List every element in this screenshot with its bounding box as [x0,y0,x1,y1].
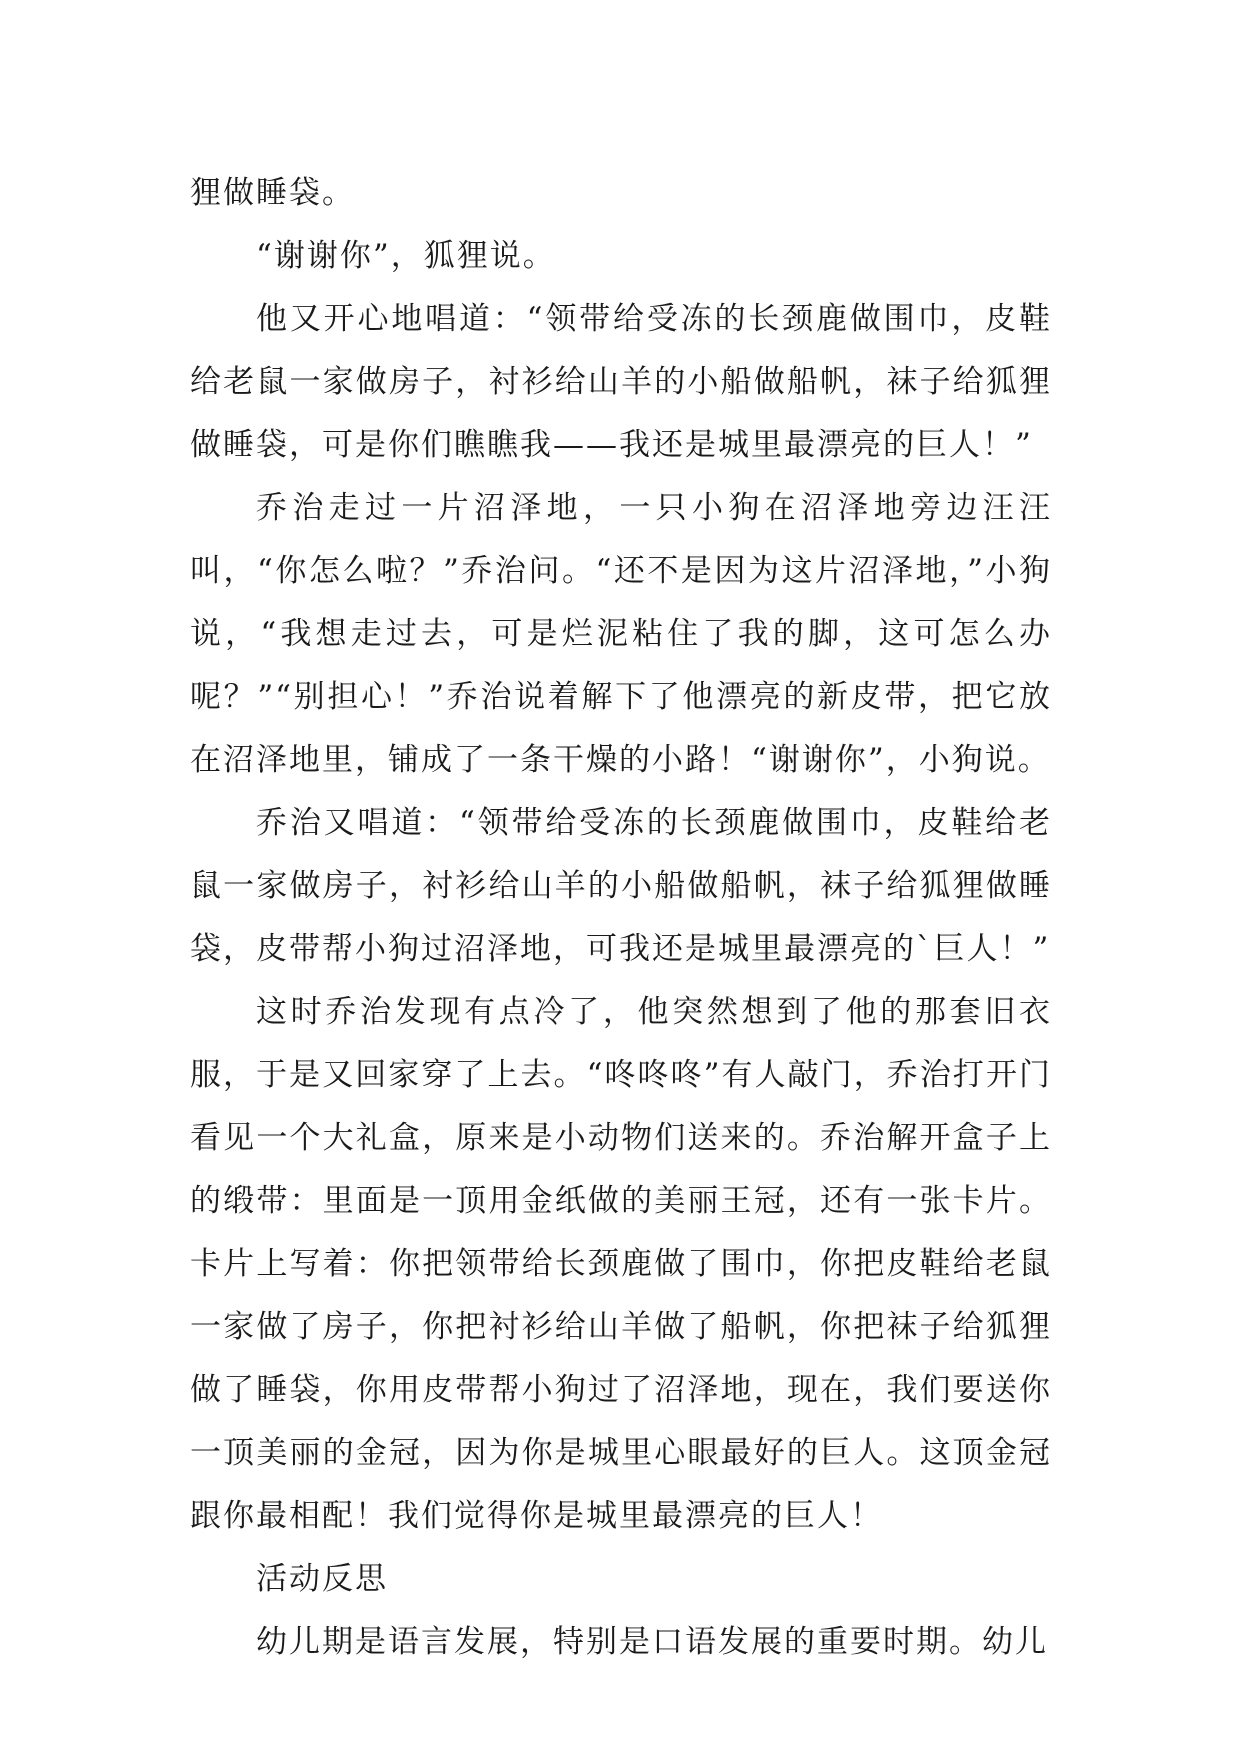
paragraph-4: 乔治走过一片沼泽地，一只小狗在沼泽地旁边汪汪叫，“你怎么啦？”乔治问。“还不是因为这片沼泽地，”小狗说，“我想走过去，可是烂泥粘住了我的脚，这可怎么办呢？”“别担心！”乔治说着解下了他漂亮的新皮带，把它放在沼泽地里，铺成了一条干燥的小路！“谢谢你”，小狗说。 [190,490,1052,778]
paragraph-1: 狸做睡袋。 [190,175,355,211]
paragraph-6: 这时乔治发现有点冷了，他突然想到了他的那套旧衣服，于是又回家穿了上去。“咚咚咚”有人敲门，乔治打开门看见一个大礼盒，原来是小动物们送来的。乔治解开盒子上的缎带：里面是一顶用金纸做的美丽王冠，还有一张卡片。卡片上写着：你把领带给长颈鹿做了围巾，你把皮鞋给老鼠一家做了房子，你把衬衫给山羊做了船帆，你把袜子给狐狸做了睡袋，你用皮带帮小狗过了沼泽地，现在，我们要送你一顶美丽的金冠，因为你是城里心眼最好的巨人。这顶金冠跟你最相配！我们觉得你是城里最漂亮的巨人！ [190,994,1052,1534]
paragraph-8: 幼儿期是语言发展，特别是口语发展的重要时期。幼儿 [256,1624,1048,1660]
document-body [190,162,1052,1674]
paragraph-2: “谢谢你”，狐狸说。 [256,238,556,274]
paragraph-5: 乔治又唱道：“领带给受冻的长颈鹿做围巾，皮鞋给老鼠一家做房子，衬衫给山羊的小船做船帆，袜子给狐狸做睡袋，皮带帮小狗过沼泽地，可我还是城里最漂亮的`巨人！” [190,805,1052,967]
paragraph-3: 他又开心地唱道：“领带给受冻的长颈鹿做围巾，皮鞋给老鼠一家做房子，衬衫给山羊的小船做船帆，袜子给狐狸做睡袋，可是你们瞧瞧我——我还是城里最漂亮的巨人！” [190,301,1052,463]
section-heading: 活动反思 [256,1561,388,1597]
